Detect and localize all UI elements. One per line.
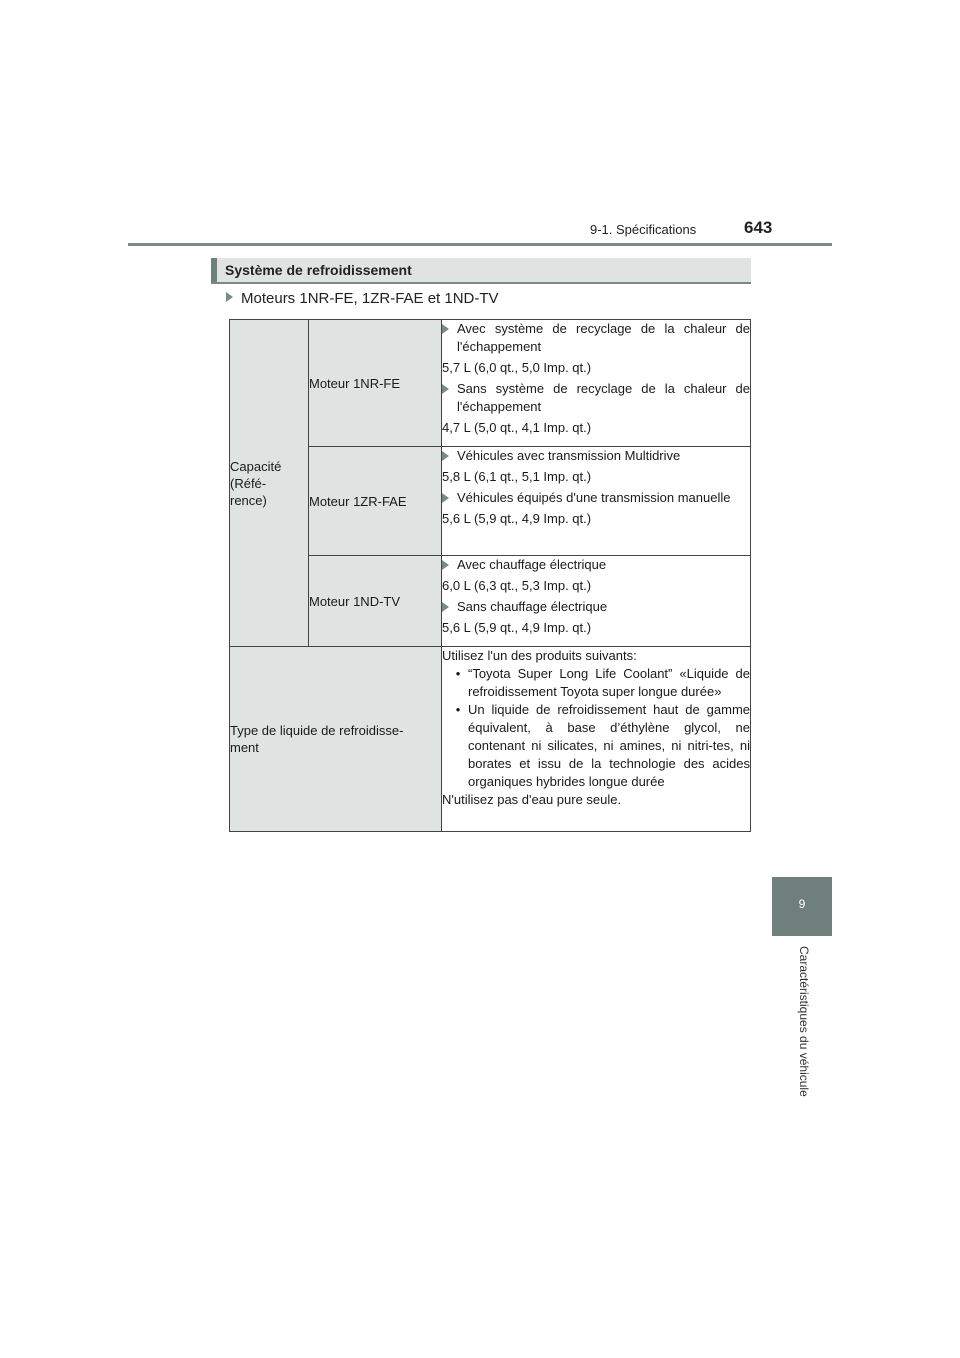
bullet-dot-icon: •: [455, 702, 461, 717]
capacity-amount: 5,6 L (5,9 qt., 4,9 Imp. qt.): [442, 511, 592, 526]
condition-text: Sans chauffage électrique: [457, 599, 608, 614]
capacity-amount: 5,6 L (5,9 qt., 4,9 Imp. qt.): [442, 620, 592, 635]
table-row: [230, 447, 751, 556]
engine-name-cell: [309, 556, 442, 647]
engine-name: Moteur 1ZR-FAE: [309, 493, 407, 509]
table-row: [230, 320, 751, 447]
coolant-option-text: Un liquide de refroidissement haut de gamme équivalent, à base d’éthylène glycol, ne contenant ni silicates, ni amines, ni nitri-tes, ni borates et issu de la technologie des acides organiques hybrides longue durée: [468, 702, 750, 789]
list-item: [442, 701, 750, 791]
triangle-bullet-icon: [226, 292, 233, 302]
chapter-label: Caractéristiques du véhicule: [797, 946, 811, 1097]
condition-text: Sans système de recyclage de la chaleur de l'échappement: [457, 381, 750, 414]
list-item: [442, 380, 750, 416]
coolant-type-cell: [442, 647, 751, 832]
table-row: [230, 556, 751, 647]
coolant-option-text: “Toyota Super Long Life Coolant” «Liquide de refroidissement Toyota super longue durée»: [468, 666, 750, 699]
condition-text: Véhicules équipés d'une transmission manuelle: [457, 490, 731, 505]
list-item: [442, 598, 750, 616]
list-item: [442, 447, 750, 465]
engine-capacity-cell: [442, 320, 751, 447]
triangle-bullet-icon: [442, 451, 449, 461]
chapter-tab: [772, 877, 832, 936]
section-title-bar: [211, 258, 217, 282]
engine-name-cell: [309, 447, 442, 556]
list-item: [442, 556, 750, 574]
subheading-text: Moteurs 1NR-FE, 1ZR-FAE et 1ND-TV: [241, 290, 499, 307]
coolant-type-label: [230, 647, 442, 832]
triangle-bullet-icon: [442, 602, 449, 612]
triangle-bullet-icon: [442, 324, 449, 334]
capacity-amount: 6,0 L (6,3 qt., 5,3 Imp. qt.): [442, 578, 592, 593]
engine-name: Moteur 1ND-TV: [309, 593, 401, 609]
coolant-type-label-text: Type de liquide de refroidisse- ment: [230, 723, 404, 755]
triangle-bullet-icon: [442, 384, 449, 394]
table-row: [230, 647, 751, 832]
capacity-amount: 5,8 L (6,1 qt., 5,1 Imp. qt.): [442, 469, 592, 484]
section-title-box: [211, 258, 751, 284]
capacity-amount: 5,7 L (6,0 qt., 5,0 Imp. qt.): [442, 360, 592, 375]
engine-name: Moteur 1NR-FE: [309, 375, 401, 391]
coolant-spec-table: [229, 319, 751, 832]
triangle-bullet-icon: [442, 560, 449, 570]
capacity-label-text: Capacité (Réfé- rence): [230, 458, 282, 508]
capacity-amount: 4,7 L (5,0 qt., 4,1 Imp. qt.): [442, 420, 592, 435]
engine-capacity-cell: [442, 556, 751, 647]
bullet-dot-icon: •: [455, 666, 461, 681]
header-rule: [128, 243, 832, 246]
subheading: [226, 290, 499, 307]
list-item: [442, 489, 750, 507]
coolant-intro: Utilisez l'un des produits suivants:: [442, 648, 637, 663]
coolant-note: N'utilisez pas d'eau pure seule.: [442, 792, 622, 807]
chapter-number: 9: [798, 897, 806, 911]
list-item: [442, 320, 750, 356]
condition-text: Véhicules avec transmission Multidrive: [457, 448, 681, 463]
condition-text: Avec système de recyclage de la chaleur de l'échappement: [457, 321, 750, 354]
page-number: 643: [744, 218, 773, 237]
engine-capacity-cell: [442, 447, 751, 556]
engine-name-cell: [309, 320, 442, 447]
section-title: Système de refroidissement: [225, 262, 412, 278]
condition-text: Avec chauffage électrique: [457, 557, 607, 572]
capacity-label: [230, 320, 309, 647]
triangle-bullet-icon: [442, 493, 449, 503]
header-section-label: 9-1. Spécifications: [590, 222, 697, 237]
list-item: [442, 665, 750, 701]
